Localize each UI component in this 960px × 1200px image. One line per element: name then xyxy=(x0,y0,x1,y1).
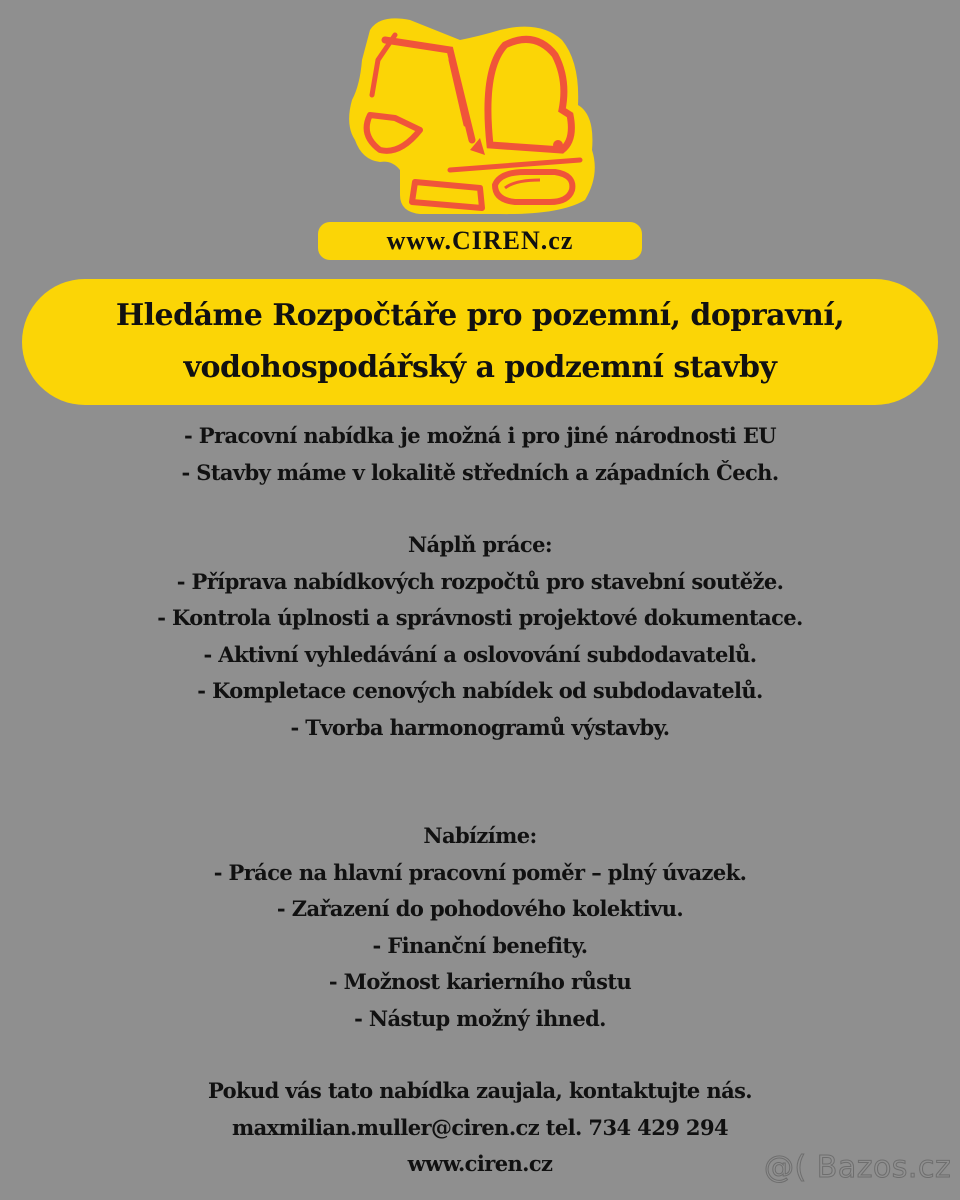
offer-item: - Možnost karierního růstu xyxy=(328,969,632,994)
headline-line-1: Hledáme Rozpočtáře pro pozemní, dopravní, xyxy=(115,298,845,333)
job-duty-item: - Příprava nabídkových rozpočtů pro stavební soutěže. xyxy=(176,568,784,594)
job-duty-item: - Kontrola úplnosti a správnosti projektové dokumentace. xyxy=(157,605,803,630)
company-logo xyxy=(300,0,660,270)
headline-line-2: vodohospodářský a podzemní stavby xyxy=(183,350,777,385)
contact-website-link[interactable]: www.ciren.cz xyxy=(407,1151,553,1176)
offer-title: Nabízíme: xyxy=(423,823,537,848)
logo-url-label: www.CIREN.cz xyxy=(318,222,642,260)
contact-call-to-action: Pokud vás tato nabídka zaujala, kontaktujte nás. xyxy=(207,1078,753,1103)
offer-item: - Nástup možný ihned. xyxy=(354,1005,606,1031)
job-duty-item: - Aktivní vyhledávání a oslovování subdodavatelů. xyxy=(203,641,757,667)
offer-item: - Práce na hlavní pracovní poměr – plný úvazek. xyxy=(213,859,747,885)
job-ad-body xyxy=(0,418,960,1183)
excavator-icon xyxy=(300,0,660,230)
job-duties-title: Náplň práce: xyxy=(407,532,553,557)
contact-email-phone[interactable]: maxmilian.muller@ciren.cz tel. 734 429 294 xyxy=(232,1114,728,1140)
job-duty-item: - Tvorba harmonogramů výstavby. xyxy=(290,714,670,740)
intro-line-2: - Stavby máme v lokalitě středních a západních Čech. xyxy=(181,459,779,485)
bazos-watermark: @( Bazos.cz xyxy=(764,1150,952,1185)
offer-item: - Finanční benefity. xyxy=(372,932,588,958)
headline-banner xyxy=(22,279,938,405)
intro-line-1: - Pracovní nabídka je možná i pro jiné národnosti EU xyxy=(183,423,777,448)
job-duty-item: - Kompletace cenových nabídek od subdodavatelů. xyxy=(197,678,763,703)
offer-item: - Zařazení do pohodového kolektivu. xyxy=(276,896,684,921)
